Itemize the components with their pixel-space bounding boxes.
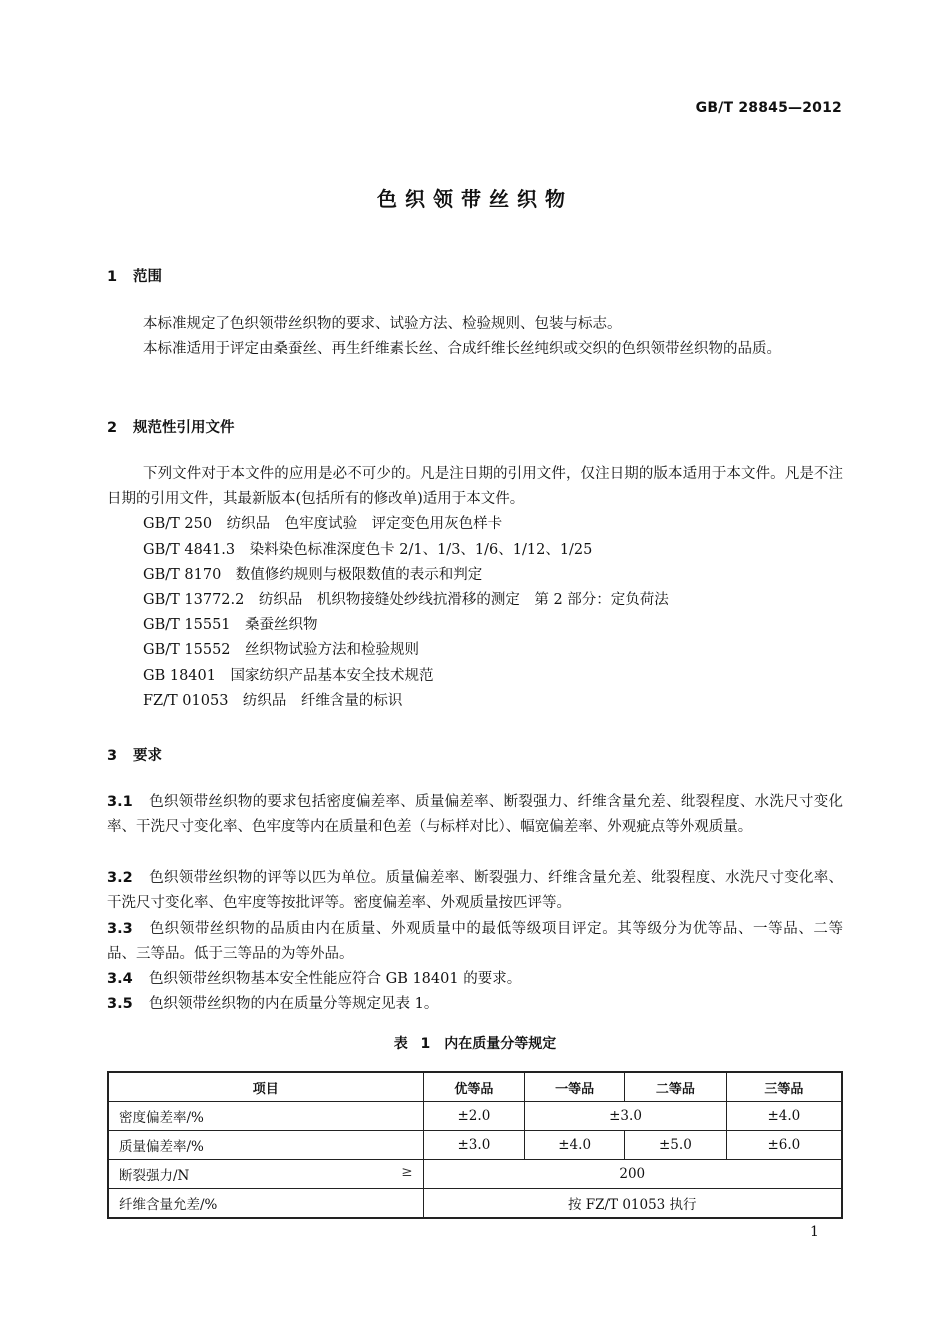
reference-item: GB 18401 国家纺织产品基本安全技术规范 [143, 668, 434, 684]
document-title: 色织领带丝织物 [377, 187, 573, 211]
reference-item: GB/T 250 纺织品 色牢度试验 评定变色用灰色样卡 [143, 516, 503, 532]
clause-text: 色织领带丝织物基本安全性能应符合 GB 18401 的要求。 [149, 971, 522, 987]
header-grade-third: 三等品 [726, 1072, 842, 1102]
row-label: 密度偏差率/% [108, 1102, 423, 1131]
cell-value: ±5.0 [625, 1131, 727, 1160]
clause-3-2 [107, 866, 843, 916]
row-label: 纤维含量允差/% [108, 1189, 423, 1219]
cell-value: ±4.0 [726, 1102, 842, 1131]
reference-item: GB/T 13772.2 纺织品 机织物接缝处纱线抗滑移的测定 第 2 部分：定负荷法 [143, 592, 669, 608]
section-title: 要求 [133, 748, 162, 764]
clause-text: 色织领带丝织物的要求包括密度偏差率、质量偏差率、断裂强力、纤维含量允差、纰裂程度、水洗尺寸变化率、干洗尺寸变化率、色牢度等内在质量和色差（与标样对比）、幅宽偏差率、外观疵点等外观质量。 [107, 794, 843, 835]
section-2-heading [107, 416, 235, 437]
header-grade-second: 二等品 [625, 1072, 727, 1102]
reference-item: GB/T 4841.3 染料染色标准深度色卡 2/1、1/3、1/6、1/12、1/25 [143, 542, 593, 558]
page-number: 1 [810, 1224, 819, 1240]
section-number: 3 [107, 748, 118, 764]
reference-item: GB/T 8170 数值修约规则与极限数值的表示和判定 [143, 567, 483, 583]
cell-value: ±2.0 [423, 1102, 525, 1131]
table-row [108, 1160, 842, 1189]
reference-item: GB/T 15551 桑蚕丝织物 [143, 617, 318, 633]
header-item: 项目 [108, 1072, 423, 1102]
cell-value: ±3.0 [525, 1102, 727, 1131]
clause-text: 色织领带丝织物的评等以匹为单位。质量偏差率、断裂强力、纤维含量允差、纰裂程度、水洗尺寸变化率、干洗尺寸变化率、色牢度等按批评等。密度偏差率、外观质量按匹评等。 [107, 870, 843, 911]
cell-value: 200 [423, 1160, 842, 1189]
clause-3-1 [107, 790, 843, 840]
section-title: 范围 [133, 269, 162, 285]
header-grade-superior: 优等品 [423, 1072, 525, 1102]
row-label: 质量偏差率/% [108, 1131, 423, 1160]
table-header-row [108, 1072, 842, 1102]
cell-value: ±3.0 [423, 1131, 525, 1160]
cell-value: ±6.0 [726, 1131, 842, 1160]
header-grade-first: 一等品 [525, 1072, 625, 1102]
section-1-paragraph-1: 本标准规定了色织领带丝织物的要求、试验方法、检验规则、包装与标志。 [143, 316, 622, 332]
clause-text: 色织领带丝织物的内在质量分等规定见表 1。 [149, 996, 439, 1012]
clause-number: 3.2 [107, 870, 133, 886]
clause-text: 色织领带丝织物的品质由内在质量、外观质量中的最低等级项目评定。其等级分为优等品、一等品、二等品、三等品。低于三等品的为等外品。 [107, 921, 843, 962]
clause-number: 3.5 [107, 996, 133, 1012]
section-3-heading [107, 744, 162, 765]
reference-item: FZ/T 01053 纺织品 纤维含量的标识 [143, 693, 403, 709]
clause-number: 3.4 [107, 971, 133, 987]
section-title: 规范性引用文件 [133, 420, 235, 436]
table-row [108, 1189, 842, 1219]
clause-3-5 [107, 992, 843, 1017]
row-label: 断裂强力/N [119, 1168, 190, 1184]
clause-3-4 [107, 967, 843, 992]
cell-value: 按 FZ/T 01053 执行 [423, 1189, 842, 1219]
reference-item: GB/T 15552 丝织物试验方法和检验规则 [143, 642, 420, 658]
section-number: 2 [107, 420, 118, 436]
clause-number: 3.1 [107, 794, 133, 810]
cell-value: ±4.0 [525, 1131, 625, 1160]
section-2-paragraph-1: 下列文件对于本文件的应用是必不可少的。凡是注日期的引用文件，仅注日期的版本适用于本文件。凡是不注日期的引用文件，其最新版本(包括所有的修改单)适用于本文件。 [107, 466, 843, 507]
section-1-paragraph-2: 本标准适用于评定由桑蚕丝、再生纤维素长丝、合成纤维长丝纯织或交织的色织领带丝织物的品质。 [143, 341, 781, 357]
row-label-with-condition [108, 1160, 423, 1189]
table-row [108, 1131, 842, 1160]
section-number: 1 [107, 269, 118, 285]
standard-number: GB/T 28845—2012 [695, 100, 842, 116]
section-1-heading [107, 265, 162, 286]
table-caption: 表 1 内在质量分等规定 [393, 1036, 557, 1052]
clause-number: 3.3 [107, 921, 133, 937]
table-row [108, 1102, 842, 1131]
quality-table [107, 1071, 843, 1219]
condition-symbol: ≥ [401, 1164, 413, 1180]
clause-3-3 [107, 917, 843, 967]
